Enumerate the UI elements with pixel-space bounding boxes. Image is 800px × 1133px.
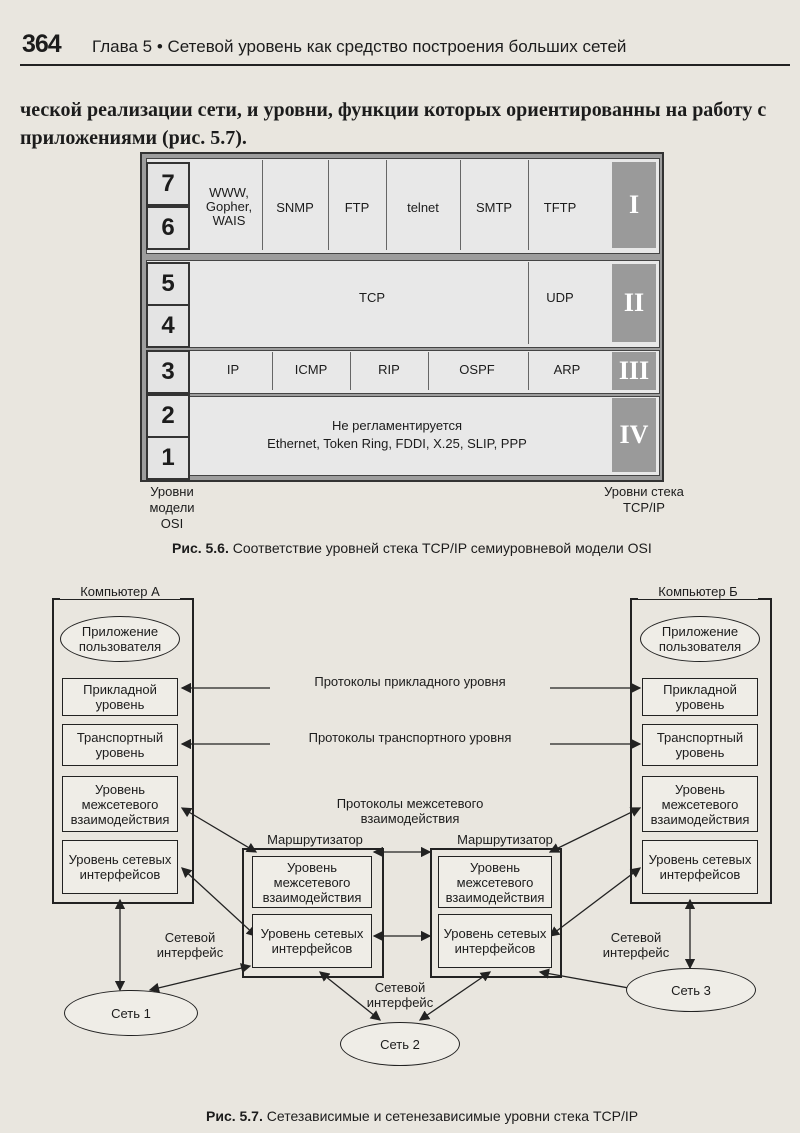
proto-smtp: SMTP — [475, 200, 513, 215]
figure-5-7-caption — [206, 1108, 638, 1124]
proto-transport-label: Протоколы транспортного уровня — [270, 730, 550, 745]
proto-ip: IP — [226, 362, 240, 377]
network-2: Сеть 2 — [340, 1022, 460, 1066]
netif-label-1: Сетевой интерфейс — [156, 930, 224, 960]
tcpip-levels-note: Уровни стека TCP/IP — [604, 484, 684, 515]
app-level-a: Прикладной уровень — [62, 678, 178, 716]
layer-3: 3 — [146, 350, 190, 394]
transport-level-b: Транспортный уровень — [642, 724, 758, 766]
stack-layer-II: II — [612, 264, 656, 342]
internet-level-b: Уровень межсетевого взаимодействия — [642, 776, 758, 832]
proto-internet-label: Протоколы межсетевого взаимодействия — [336, 796, 484, 826]
layer-4: 4 — [146, 304, 190, 348]
stack-layer-IV: IV — [612, 398, 656, 472]
caption-number: Рис. 5.7. — [206, 1108, 263, 1124]
netif-level-a: Уровень сетевых интерфейсов — [62, 840, 178, 894]
proto-app-label: Протоколы прикладного уровня — [270, 674, 550, 689]
router-2-internet: Уровень межсетевого взаимодействия — [438, 856, 552, 908]
network-3: Сеть 3 — [626, 968, 756, 1012]
proto-icmp: ICMP — [294, 362, 328, 377]
network-1: Сеть 1 — [64, 990, 198, 1036]
caption-text: Соответствие уровней стека TCP/IP семиуровневой модели OSI — [232, 540, 652, 556]
router-1-label: Маршрутизатор — [267, 832, 363, 847]
proto-rip: RIP — [378, 362, 400, 377]
computer-a-label: Компьютер А — [60, 584, 180, 599]
router-2-netif: Уровень сетевых интерфейсов — [438, 914, 552, 968]
chapter-title: Глава 5 • Сетевой уровень как средство построения больших сетей — [92, 37, 627, 56]
app-user-a: Приложение пользователя — [60, 616, 180, 662]
proto-udp: UDP — [546, 290, 574, 305]
computer-b-label: Компьютер Б — [638, 584, 758, 599]
page-number: 364 — [22, 30, 61, 58]
proto-snmp: SNMP — [276, 200, 314, 215]
proto-tftp: TFTP — [543, 200, 577, 215]
layer-1: 1 — [146, 436, 190, 480]
body-paragraph: ческой реализации сети, и уровни, функции которых ориентированны на работу с приложениями (рис. 5.7). — [20, 99, 767, 149]
app-level-b: Прикладной уровень — [642, 678, 758, 716]
osi-levels-note: Уровни модели OSI — [149, 484, 195, 531]
stack-layer-I: I — [612, 162, 656, 248]
stack-layer-III: III — [612, 352, 656, 390]
netif-label-3: Сетевой интерфейс — [602, 930, 670, 960]
layer-5: 5 — [146, 262, 190, 306]
link-unregulated: Не регламентируется — [331, 418, 463, 433]
router-1-internet: Уровень межсетевого взаимодействия — [252, 856, 372, 908]
netif-label-2: Сетевой интерфейс — [366, 980, 434, 1010]
proto-www: WWW, Gopher, WAIS — [205, 185, 253, 228]
caption-number: Рис. 5.6. — [172, 540, 229, 556]
proto-ftp: FTP — [344, 200, 370, 215]
transport-level-a: Транспортный уровень — [62, 724, 178, 766]
layer-7: 7 — [146, 162, 190, 206]
internet-level-a: Уровень межсетевого взаимодействия — [62, 776, 178, 832]
caption-text: Сетезависимые и сетенезависимые уровни стека TCP/IP — [266, 1108, 639, 1124]
netif-level-b: Уровень сетевых интерфейсов — [642, 840, 758, 894]
proto-arp: ARP — [553, 362, 581, 377]
router-2-label: Маршрутизатор — [457, 832, 553, 847]
layer-2: 2 — [146, 394, 190, 438]
layer-6: 6 — [146, 206, 190, 250]
proto-telnet: telnet — [407, 200, 439, 215]
link-protocols: Ethernet, Token Ring, FDDI, X.25, SLIP, PPP — [267, 436, 527, 451]
router-1-netif: Уровень сетевых интерфейсов — [252, 914, 372, 968]
proto-ospf: OSPF — [459, 362, 495, 377]
proto-tcp: TCP — [359, 290, 385, 305]
app-user-b: Приложение пользователя — [640, 616, 760, 662]
